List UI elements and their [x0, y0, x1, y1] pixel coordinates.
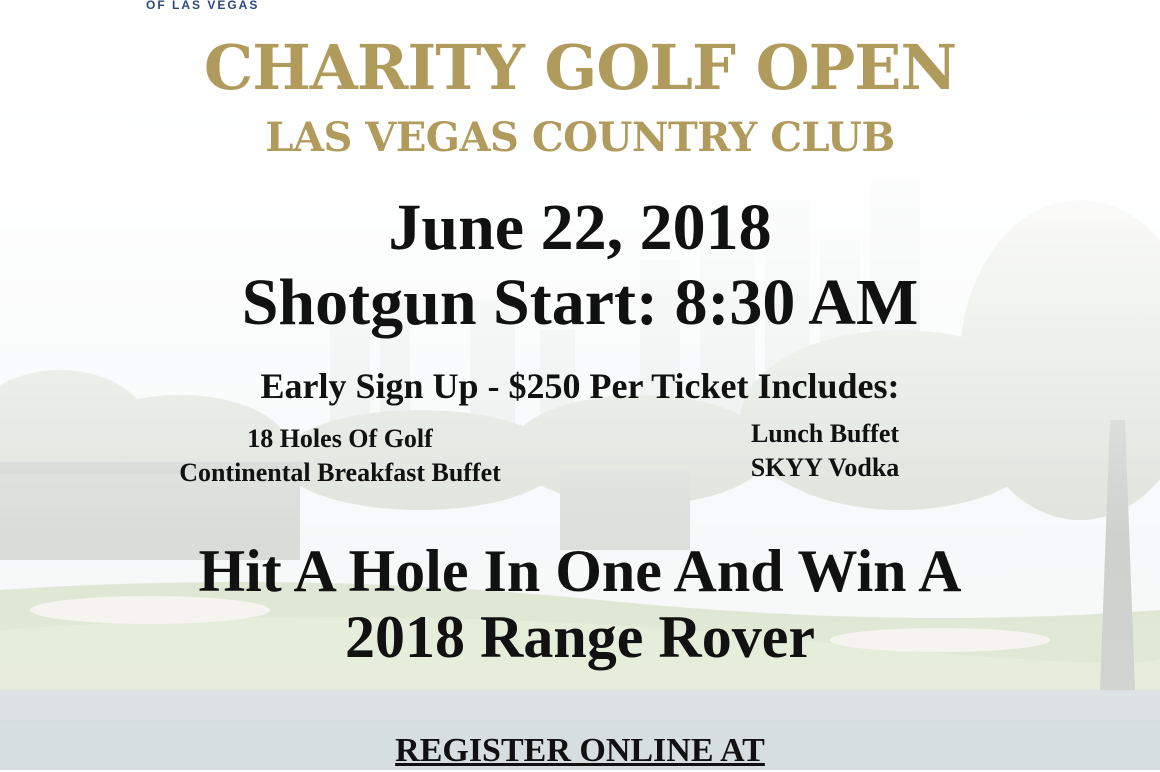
logo-tagline: OF LAS VEGAS	[146, 0, 260, 12]
promo-line-1: Hit A Hole In One And Win A	[198, 538, 962, 604]
ticket-headline: Early Sign Up - $250 Per Ticket Includes:	[260, 366, 900, 406]
event-start-time: Shotgun Start: 8:30 AM	[241, 266, 919, 339]
includes-item: SKYY Vodka	[750, 453, 900, 482]
event-title: CHARITY GOLF OPEN	[203, 31, 957, 104]
event-date: June 22, 2018	[388, 191, 772, 264]
hole-in-one-promo	[0, 538, 1160, 670]
includes-item: 18 Holes Of Golf	[247, 424, 433, 453]
includes-list-right	[660, 417, 990, 485]
includes-item: Continental Breakfast Buffet	[179, 458, 501, 487]
includes-item: Lunch Buffet	[750, 419, 900, 448]
promo-line-2: 2018 Range Rover	[345, 604, 815, 670]
register-online-link[interactable]: REGISTER ONLINE AT	[395, 732, 765, 769]
includes-list-left	[110, 422, 570, 490]
event-venue: LAS VEGAS COUNTRY CLUB	[265, 114, 895, 161]
